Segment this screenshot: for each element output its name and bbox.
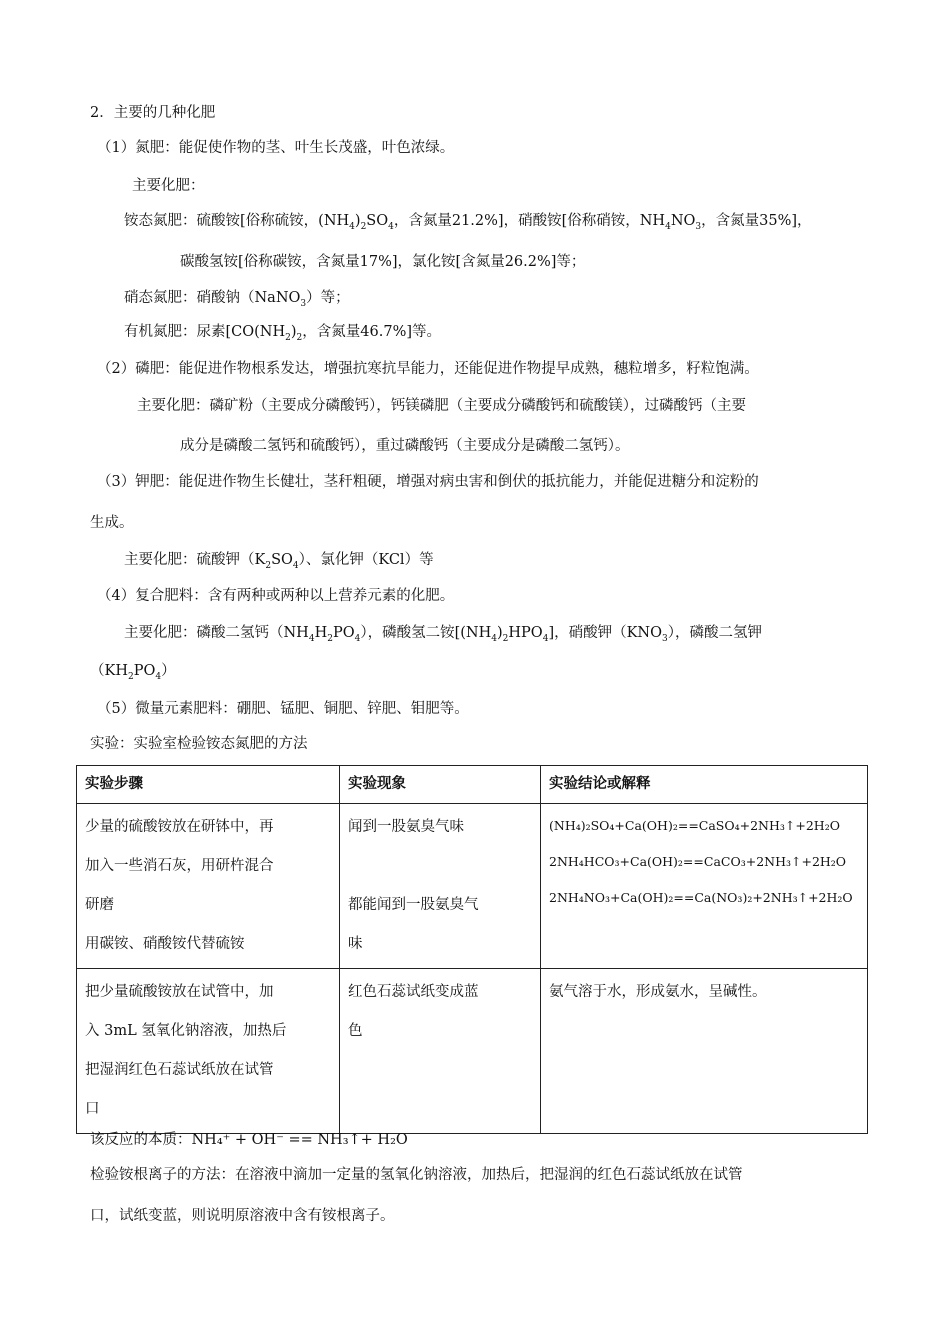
row1-obs-line: 都能闻到一股氨臭气: [348, 897, 479, 913]
equation-1: (NH₄)₂SO₄+Ca(OH)₂==CaSO₄+2NH₃↑+2H₂O: [549, 818, 840, 833]
row2-obs-line: 红色石蕊试纸变成蓝: [348, 984, 479, 1000]
equation-2: 2NH₄HCO₃+Ca(OH)₂==CaCO₃+2NH₃↑+2H₂O: [549, 854, 847, 869]
experiment-title: 实验：实验室检验铵态氮肥的方法: [90, 736, 308, 752]
table-row: [77, 804, 868, 969]
organic-nitrogen: 有机氮肥：尿素[$CO(NH_2)_2$，含氮量46.7%]等。: [124, 324, 442, 343]
detection-method-line-1: 检验铵根离子的方法：在溶液中滴加一定量的氢氧化钠溶液，加热后，把湿润的红色石蕊试纸放在试管: [90, 1167, 743, 1183]
row1-obs-line: 味: [348, 936, 363, 952]
row1-phenomenon-cell: [340, 804, 541, 969]
row1-step-line: 用碳铵、硝酸铵代替硫铵: [85, 936, 245, 952]
header-phenomenon: 实验现象: [340, 766, 541, 804]
header-step: 实验步骤: [77, 766, 340, 804]
potassium-main: 主要化肥：硫酸钾$(K_2SO_4)$、氯化钾（KCl）等: [124, 552, 434, 571]
experiment-table: [76, 765, 868, 1134]
row2-step-line: 口: [85, 1101, 100, 1117]
compound-main-line-2: $(KH_2PO_4)$: [90, 663, 176, 682]
nitrogen-main-label: 主要化肥：: [132, 178, 205, 194]
table-row: [77, 969, 868, 1134]
section-title: 2．主要的几种化肥: [90, 105, 216, 121]
phosphorus-heading: （2）磷肥：能促进作物根系发达，增强抗寒抗旱能力，还能促进作物提早成熟，穗粒增多，籽粒饱满。: [97, 361, 759, 377]
table-header-row: [77, 766, 868, 804]
phosphorus-main-line-2: 成分是磷酸二氢钙和硫酸钙），重过磷酸钙（主要成分是磷酸二氢钙）。: [180, 438, 630, 454]
row1-step-cell: [77, 804, 340, 969]
nitrogen-heading: （1）氮肥：能促使作物的茎、叶生长茂盛，叶色浓绿。: [97, 140, 455, 156]
header-conclusion: 实验结论或解释: [541, 766, 868, 804]
compound-main-line-1: 主要化肥：磷酸二氢钙$(NH_4H_2PO_4)$，磷酸氢二铵$[(NH_4)_2HPO_4]$，硝酸钾$(KNO_3)$，磷酸二氢钾: [124, 625, 762, 644]
row2-step-cell: [77, 969, 340, 1134]
row1-obs-line: 闻到一股氨臭气味: [348, 819, 464, 835]
potassium-heading-line-2: 生成。: [90, 515, 134, 531]
row2-step-line: 入 3mL 氢氧化钠溶液，加热后: [85, 1023, 287, 1039]
row2-conclusion-cell: [541, 969, 868, 1134]
potassium-heading-line-1: （3）钾肥：能促进作物生长健壮，茎秆粗硬，增强对病虫害和倒伏的抵抗能力，并能促进糖分和淀粉的: [97, 474, 759, 490]
row1-conclusion-cell: [541, 804, 868, 969]
row1-step-line: 加入一些消石灰，用研杵混合: [85, 858, 274, 874]
row2-obs-line: 色: [348, 1023, 363, 1039]
row2-phenomenon-cell: [340, 969, 541, 1134]
micro-heading: （5）微量元素肥料：硼肥、锰肥、铜肥、锌肥、钼肥等。: [97, 701, 469, 717]
ammonium-nitrogen-line-2: 碳酸氢铵[俗称碳铵，含氮量17%]，氯化铵[含氮量26.2%]等；: [180, 254, 586, 270]
detection-method-line-2: 口，试纸变蓝，则说明原溶液中含有铵根离子。: [90, 1208, 395, 1224]
row2-step-line: 把少量硫酸铵放在试管中，加: [85, 984, 274, 1000]
compound-heading: （4）复合肥料：含有两种或两种以上营养元素的化肥。: [97, 588, 455, 604]
phosphorus-main-line-1: 主要化肥：磷矿粉（主要成分磷酸钙），钙镁磷肥（主要成分磷酸钙和硫酸镁），过磷酸钙（主要: [137, 398, 746, 414]
equation-3: 2NH₄NO₃+Ca(OH)₂==Ca(NO₃)₂+2NH₃↑+2H₂O: [549, 890, 853, 905]
ammonium-nitrogen-line-1: 铵态氮肥：硫酸铵[俗称硫铵，$(NH_4)_2SO_4$，含氮量21.2%]，硝酸铵[俗称硝铵，$NH_4NO_3$，含氮量35%]，: [124, 213, 812, 232]
nitrate-nitrogen: 硝态氮肥：硝酸钠（NaNO$_3$）等；: [124, 290, 350, 309]
row2-step-line: 把湿润红色石蕊试纸放在试管: [85, 1062, 274, 1078]
row2-conclusion: 氨气溶于水，形成氨水，呈碱性。: [549, 984, 767, 1000]
row1-step-line: 研磨: [85, 897, 114, 913]
reaction-essence: 该反应的本质：NH₄⁺ + OH⁻ == NH₃↑+ H₂O: [90, 1132, 408, 1148]
row1-step-line: 少量的硫酸铵放在研钵中，再: [85, 819, 274, 835]
